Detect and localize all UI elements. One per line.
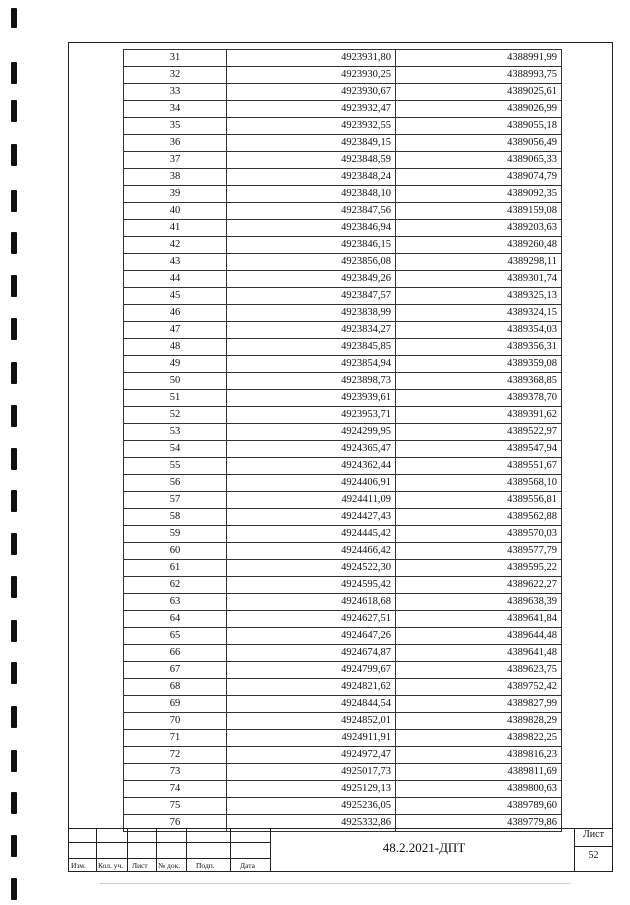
coord-x: 4923849,15 xyxy=(227,135,396,152)
point-number: 39 xyxy=(124,186,227,203)
coord-y: 4389065,33 xyxy=(396,152,562,169)
point-number: 73 xyxy=(124,764,227,781)
coord-y: 4389644,48 xyxy=(396,628,562,645)
coord-y: 4389092,35 xyxy=(396,186,562,203)
coord-y: 4388993,75 xyxy=(396,67,562,84)
point-number: 53 xyxy=(124,424,227,441)
table-row xyxy=(124,458,562,475)
coord-x: 4924911,91 xyxy=(227,730,396,747)
coord-x: 4923848,59 xyxy=(227,152,396,169)
coord-x: 4923932,47 xyxy=(227,101,396,118)
coord-x: 4923931,80 xyxy=(227,50,396,67)
table-row xyxy=(124,390,562,407)
table-row xyxy=(124,798,562,815)
coord-y: 4389547,94 xyxy=(396,441,562,458)
coord-x: 4923898,73 xyxy=(227,373,396,390)
table-row xyxy=(124,781,562,798)
table-row xyxy=(124,322,562,339)
label-kol-uch: Кол. уч. xyxy=(98,861,124,870)
coord-y: 4389301,74 xyxy=(396,271,562,288)
table-row xyxy=(124,475,562,492)
coord-x: 4925129,13 xyxy=(227,781,396,798)
coord-x: 4925017,73 xyxy=(227,764,396,781)
coord-x: 4924411,09 xyxy=(227,492,396,509)
table-row xyxy=(124,373,562,390)
coord-y: 4389055,18 xyxy=(396,118,562,135)
point-number: 43 xyxy=(124,254,227,271)
table-row xyxy=(124,492,562,509)
coord-y: 4389779,86 xyxy=(396,815,562,832)
coord-y: 4389641,84 xyxy=(396,611,562,628)
coord-x: 4924595,42 xyxy=(227,577,396,594)
point-number: 49 xyxy=(124,356,227,373)
coord-y: 4389562,88 xyxy=(396,509,562,526)
coord-y: 4389325,13 xyxy=(396,288,562,305)
point-number: 64 xyxy=(124,611,227,628)
coord-x: 4924406,91 xyxy=(227,475,396,492)
coord-y: 4389324,15 xyxy=(396,305,562,322)
coordinates-table xyxy=(123,49,562,832)
coord-y: 4389752,42 xyxy=(396,679,562,696)
coord-x: 4924466,42 xyxy=(227,543,396,560)
point-number: 67 xyxy=(124,662,227,679)
point-number: 72 xyxy=(124,747,227,764)
point-number: 75 xyxy=(124,798,227,815)
coord-y: 4389551,67 xyxy=(396,458,562,475)
point-number: 50 xyxy=(124,373,227,390)
coord-y: 4389522,97 xyxy=(396,424,562,441)
table-row xyxy=(124,543,562,560)
coord-y: 4389811,69 xyxy=(396,764,562,781)
point-number: 31 xyxy=(124,50,227,67)
point-number: 35 xyxy=(124,118,227,135)
coord-y: 4389822,25 xyxy=(396,730,562,747)
coord-y: 4389556,81 xyxy=(396,492,562,509)
table-row xyxy=(124,407,562,424)
table-row xyxy=(124,288,562,305)
table-row xyxy=(124,169,562,186)
point-number: 37 xyxy=(124,152,227,169)
table-row xyxy=(124,645,562,662)
point-number: 33 xyxy=(124,84,227,101)
table-row xyxy=(124,50,562,67)
table-row xyxy=(124,509,562,526)
coord-x: 4924972,47 xyxy=(227,747,396,764)
point-number: 54 xyxy=(124,441,227,458)
coord-y: 4389368,85 xyxy=(396,373,562,390)
coord-y: 4389789,60 xyxy=(396,798,562,815)
coord-x: 4924821,62 xyxy=(227,679,396,696)
coord-x: 4923856,08 xyxy=(227,254,396,271)
coord-x: 4923834,27 xyxy=(227,322,396,339)
table-row xyxy=(124,203,562,220)
coord-x: 4923939,61 xyxy=(227,390,396,407)
point-number: 61 xyxy=(124,560,227,577)
coord-x: 4923847,57 xyxy=(227,288,396,305)
point-number: 52 xyxy=(124,407,227,424)
point-number: 69 xyxy=(124,696,227,713)
table-row xyxy=(124,526,562,543)
point-number: 42 xyxy=(124,237,227,254)
table-row xyxy=(124,118,562,135)
table-row xyxy=(124,152,562,169)
coord-x: 4924365,47 xyxy=(227,441,396,458)
coord-x: 4923847,56 xyxy=(227,203,396,220)
document-code: 48.2.2021-ДПТ xyxy=(382,840,466,855)
coord-x: 4924362,44 xyxy=(227,458,396,475)
coord-y: 4389800,63 xyxy=(396,781,562,798)
point-number: 62 xyxy=(124,577,227,594)
coord-x: 4923846,15 xyxy=(227,237,396,254)
coord-x: 4923854,94 xyxy=(227,356,396,373)
sheet-label: Лист xyxy=(583,829,604,840)
coord-y: 4389577,79 xyxy=(396,543,562,560)
coord-y: 4389056,49 xyxy=(396,135,562,152)
table-row xyxy=(124,696,562,713)
coord-x: 4924852,01 xyxy=(227,713,396,730)
table-row xyxy=(124,441,562,458)
point-number: 51 xyxy=(124,390,227,407)
coord-y: 4389622,27 xyxy=(396,577,562,594)
coord-x: 4924647,26 xyxy=(227,628,396,645)
coord-x: 4923838,99 xyxy=(227,305,396,322)
table-row xyxy=(124,730,562,747)
coord-y: 4389391,62 xyxy=(396,407,562,424)
table-row xyxy=(124,560,562,577)
coord-x: 4924674,87 xyxy=(227,645,396,662)
point-number: 38 xyxy=(124,169,227,186)
coord-x: 4924799,67 xyxy=(227,662,396,679)
table-row xyxy=(124,186,562,203)
point-number: 57 xyxy=(124,492,227,509)
coord-y: 4389828,29 xyxy=(396,713,562,730)
coord-y: 4389203,63 xyxy=(396,220,562,237)
coord-y: 4388991,99 xyxy=(396,50,562,67)
table-row xyxy=(124,254,562,271)
coord-y: 4389570,03 xyxy=(396,526,562,543)
coord-x: 4925332,86 xyxy=(227,815,396,832)
coord-x: 4924627,51 xyxy=(227,611,396,628)
coord-y: 4389623,75 xyxy=(396,662,562,679)
coord-y: 4389568,10 xyxy=(396,475,562,492)
coord-x: 4923846,94 xyxy=(227,220,396,237)
coord-y: 4389595,22 xyxy=(396,560,562,577)
point-number: 71 xyxy=(124,730,227,747)
label-izm: Изм. xyxy=(71,861,86,870)
coord-x: 4924299,95 xyxy=(227,424,396,441)
coord-y: 4389359,08 xyxy=(396,356,562,373)
sheet-number: 52 xyxy=(588,850,599,861)
point-number: 66 xyxy=(124,645,227,662)
coord-x: 4923845,85 xyxy=(227,339,396,356)
coord-x: 4923930,25 xyxy=(227,67,396,84)
label-list: Лист xyxy=(132,861,148,870)
coord-y: 4389354,03 xyxy=(396,322,562,339)
point-number: 65 xyxy=(124,628,227,645)
point-number: 40 xyxy=(124,203,227,220)
point-number: 45 xyxy=(124,288,227,305)
coord-x: 4923932,55 xyxy=(227,118,396,135)
coord-x: 4923953,71 xyxy=(227,407,396,424)
label-data: Дата xyxy=(240,861,255,870)
coord-x: 4923848,24 xyxy=(227,169,396,186)
coord-x: 4923849,26 xyxy=(227,271,396,288)
coord-x: 4923930,67 xyxy=(227,84,396,101)
coord-x: 4924445,42 xyxy=(227,526,396,543)
coord-y: 4389641,48 xyxy=(396,645,562,662)
table-row xyxy=(124,135,562,152)
title-block xyxy=(68,828,613,872)
table-row xyxy=(124,237,562,254)
table-row xyxy=(124,594,562,611)
table-row xyxy=(124,356,562,373)
point-number: 63 xyxy=(124,594,227,611)
point-number: 47 xyxy=(124,322,227,339)
label-doc-no: № док. xyxy=(158,861,181,870)
coord-x: 4925236,05 xyxy=(227,798,396,815)
coord-y: 4389159,08 xyxy=(396,203,562,220)
coord-y: 4389378,70 xyxy=(396,390,562,407)
point-number: 74 xyxy=(124,781,227,798)
table-row xyxy=(124,339,562,356)
coord-y: 4389638,39 xyxy=(396,594,562,611)
coord-y: 4389026,99 xyxy=(396,101,562,118)
coord-y: 4389298,11 xyxy=(396,254,562,271)
table-row xyxy=(124,764,562,781)
coord-x: 4923848,10 xyxy=(227,186,396,203)
point-number: 70 xyxy=(124,713,227,730)
coord-y: 4389816,23 xyxy=(396,747,562,764)
table-row xyxy=(124,424,562,441)
coord-x: 4924844,54 xyxy=(227,696,396,713)
point-number: 32 xyxy=(124,67,227,84)
table-row xyxy=(124,101,562,118)
coord-y: 4389827,99 xyxy=(396,696,562,713)
point-number: 34 xyxy=(124,101,227,118)
table-row xyxy=(124,713,562,730)
point-number: 68 xyxy=(124,679,227,696)
label-podp: Подп. xyxy=(196,861,215,870)
point-number: 36 xyxy=(124,135,227,152)
table-row xyxy=(124,220,562,237)
scan-artifact-line xyxy=(100,883,570,884)
point-number: 58 xyxy=(124,509,227,526)
coord-y: 4389260,48 xyxy=(396,237,562,254)
table-row xyxy=(124,271,562,288)
coord-x: 4924522,30 xyxy=(227,560,396,577)
point-number: 59 xyxy=(124,526,227,543)
table-row xyxy=(124,305,562,322)
point-number: 44 xyxy=(124,271,227,288)
table-row xyxy=(124,84,562,101)
point-number: 60 xyxy=(124,543,227,560)
coord-y: 4389025,61 xyxy=(396,84,562,101)
table-row xyxy=(124,747,562,764)
table-row xyxy=(124,628,562,645)
point-number: 56 xyxy=(124,475,227,492)
table-row xyxy=(124,662,562,679)
table-row xyxy=(124,577,562,594)
table-row xyxy=(124,611,562,628)
coord-y: 4389356,31 xyxy=(396,339,562,356)
point-number: 55 xyxy=(124,458,227,475)
point-number: 48 xyxy=(124,339,227,356)
point-number: 46 xyxy=(124,305,227,322)
table-row xyxy=(124,67,562,84)
coord-x: 4924618,68 xyxy=(227,594,396,611)
point-number: 76 xyxy=(124,815,227,832)
coord-y: 4389074,79 xyxy=(396,169,562,186)
point-number: 41 xyxy=(124,220,227,237)
coord-x: 4924427,43 xyxy=(227,509,396,526)
table-row xyxy=(124,679,562,696)
